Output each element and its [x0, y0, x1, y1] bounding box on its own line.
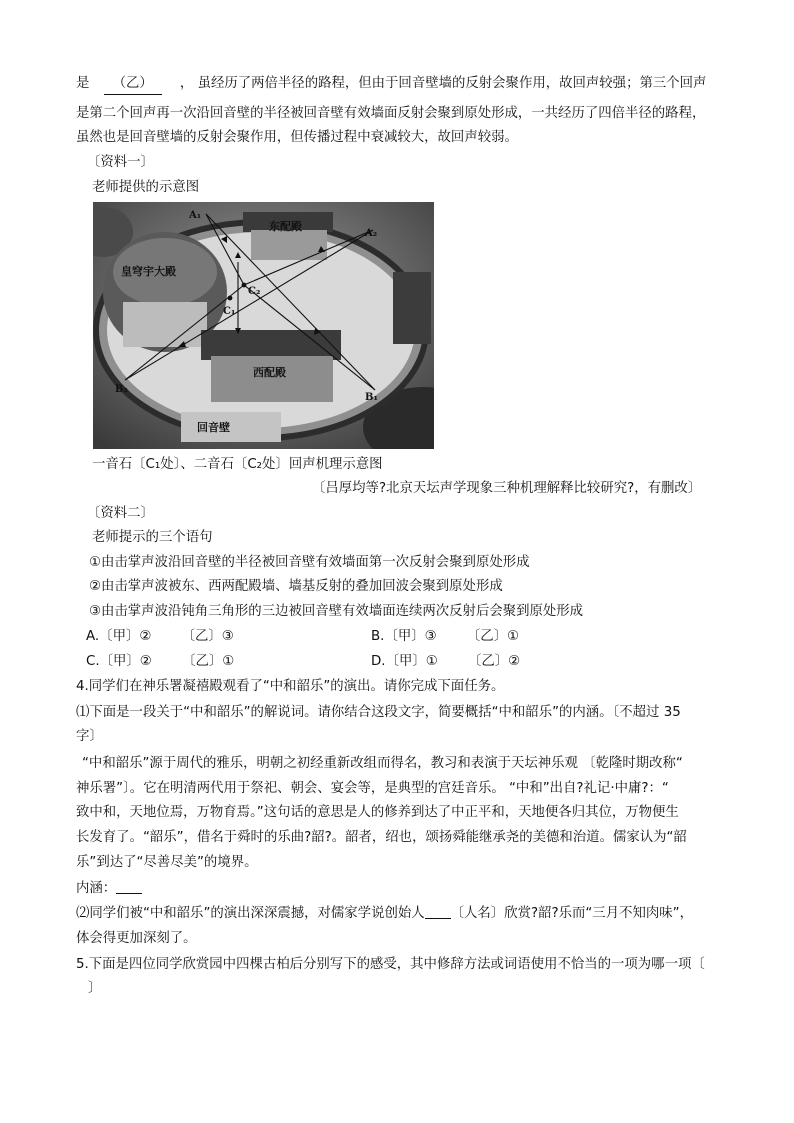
material2-subheading: 老师提示的三个语句 — [92, 530, 213, 545]
q4-sub2-rest: 〔人名〕欣赏?韶?乐而“三月不知肉味”， — [450, 906, 693, 921]
q5-line2: 〕 — [88, 981, 102, 996]
material1-heading: 〔资料一〕 — [87, 155, 154, 170]
label-main-hall: 皇穹宇大殿 — [121, 265, 176, 278]
q4-para-line3: 致中和，天地位焉，万物育焉。”这句话的意思是人的修养到达了中正平和，天地便各归其位，万物便生 — [76, 805, 679, 820]
side-structure — [393, 272, 431, 344]
option-b[interactable] — [371, 627, 519, 647]
option-d-second: 〔乙〕② — [468, 654, 521, 669]
q4-sub1-line2: 字〕 — [76, 729, 103, 744]
label-b1: B₁ — [365, 392, 378, 403]
sentence-2: ②由击掌声波被东、西两配殿墙、墙基反射的叠加回波会聚到原处形成 — [89, 579, 503, 594]
label-b2: B₂ — [115, 384, 128, 395]
q5-line1: 5.下面是四位同学欣赏园中四棵古柏后分别写下的感受，其中修辞方法或词语使用不恰当的一项为哪一项〔 — [76, 957, 705, 972]
option-c-second: 〔乙〕① — [182, 654, 235, 669]
echo-diagram — [93, 202, 434, 449]
label-east-hall: 东配殿 — [269, 220, 302, 233]
point-c1-dot — [228, 296, 233, 301]
figure-source: 〔吕厚均等?北京天坛声学现象三种机理解释比较研究?，有删改〕 — [312, 481, 702, 496]
q4-sub2-line2: 体会得更加深刻了。 — [76, 931, 197, 946]
option-a-first: A.〔甲〕② — [86, 629, 152, 644]
echo-mechanism-figure — [93, 202, 434, 449]
passage-line-2: 是第二个回声再一次沿回音壁的半径被回音壁有效墙面反射会聚到原处形成，一共经历了四倍半径的路程， — [76, 106, 706, 121]
q4-para-line4: 长发育了。“韶乐”，借名于舜时的乐曲?韶?。韶者，绍也，颂扬舜能继承尧的美德和治道。儒家认为“韶 — [76, 830, 687, 845]
blank-yi-label: （乙） — [112, 76, 153, 91]
q4-sub2-line1 — [76, 904, 794, 924]
material2-heading: 〔资料二〕 — [87, 506, 154, 521]
passage-line-1 — [76, 74, 794, 95]
option-d[interactable] — [371, 652, 520, 672]
label-a2: A₂ — [365, 228, 378, 239]
blank-yi — [104, 74, 162, 95]
q4-para-line2: 神乐署”〕。它在明清两代用于祭祀、朝会、宴会等，是典型的宫廷音乐。 “中和”出自?礼记·中庸?：“ — [76, 781, 669, 796]
option-c[interactable] — [86, 652, 234, 672]
option-d-first: D.〔甲〕① — [371, 654, 438, 669]
q4-para-line5: 乐”到达了“尽善尽美”的境界。 — [76, 855, 258, 870]
person-name-blank[interactable] — [425, 904, 451, 919]
passage-line-3: 虽然也是回音壁墙的反射会聚作用，但传播过程中衰减较大，故回声较弱。 — [76, 130, 518, 145]
west-hall-body — [211, 356, 333, 402]
sentence-1: ①由击掌声波沿回音壁的半径被回音壁有效墙面第一次反射会聚到原处形成 — [89, 555, 530, 570]
passage-line-1-start: 是 — [76, 76, 90, 91]
q4-sub1-line1: ⑴下面是一段关于“中和韶乐”的解说词。请你结合这段文字，简要概括“中和韶乐”的内涵。〔不超过 35 — [76, 705, 681, 720]
q4-para-line1: “中和韶乐”源于周代的雅乐，明朝之初经重新改组而得名，教习和表演于天坛神乐观 〔乾隆时期改称“ — [82, 756, 683, 771]
wall-label-area — [181, 412, 281, 442]
option-a[interactable] — [86, 627, 234, 647]
option-b-second: 〔乙〕① — [466, 629, 520, 644]
q4-sub2-start: ⑵同学们被“中和韶乐”的演出深深震撼，对儒家学说创始人 — [76, 906, 425, 921]
answer-blank[interactable] — [116, 879, 142, 894]
answer-label: 内涵： — [76, 881, 117, 896]
option-a-second: 〔乙〕③ — [181, 629, 234, 644]
option-b-first: B.〔甲〕③ — [371, 629, 437, 644]
point-c2-dot — [242, 283, 247, 288]
passage-line-1-rest: ， 虽经历了两倍半径的路程，但由于回音壁墙的反射会聚作用，故回声较强；第三个回声 — [179, 76, 707, 91]
label-echo-wall: 回音壁 — [197, 421, 230, 434]
q4-stem: 4.同学们在神乐署凝禧殿观看了“中和韶乐”的演出。请你完成下面任务。 — [76, 679, 505, 694]
material1-subheading: 老师提供的示意图 — [92, 180, 200, 195]
figure-caption: 一音石〔C₁处〕、二音石〔C₂处〕回声机理示意图 — [92, 457, 383, 472]
label-c2: C₂ — [248, 286, 261, 297]
label-c1: C₁ — [223, 306, 236, 317]
label-a1: A₁ — [189, 210, 202, 221]
option-c-first: C.〔甲〕② — [86, 654, 152, 669]
east-hall-body — [251, 230, 327, 260]
west-hall-roof — [201, 330, 341, 360]
sentence-3: ③由击掌声波沿钝角三角形的三边被回音壁有效墙面连续两次反射后会聚到原处形成 — [89, 604, 584, 619]
q4-answer-line — [76, 879, 794, 899]
label-west-hall: 西配殿 — [253, 366, 286, 379]
